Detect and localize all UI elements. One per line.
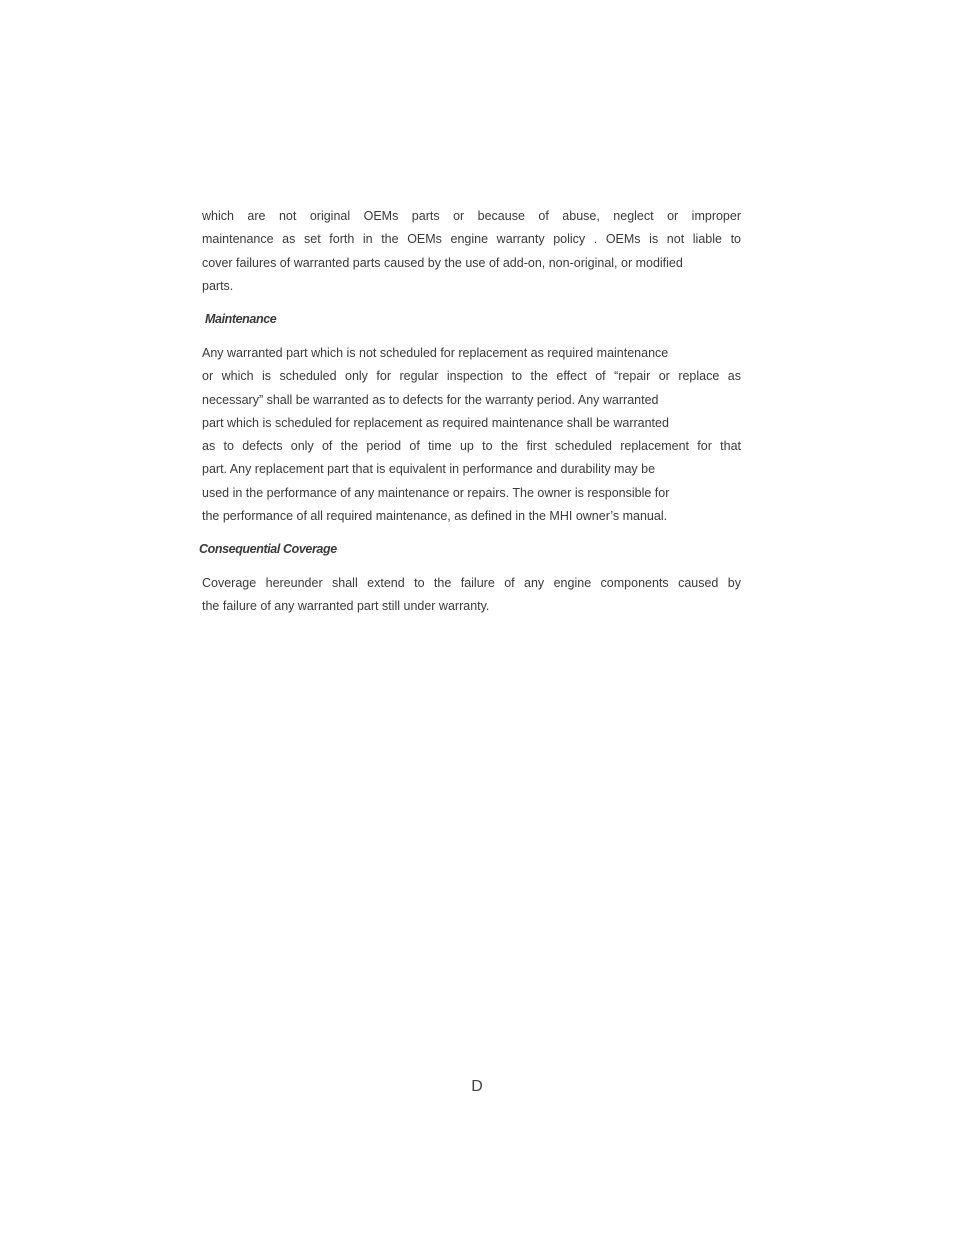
- paragraph-line: parts.: [202, 278, 234, 293]
- consequential-paragraph: [202, 572, 741, 619]
- maintenance-heading: Maintenance: [205, 312, 277, 326]
- paragraph-line: the performance of all required maintenance, as defined in the MHI owner’s manual.: [202, 509, 668, 524]
- paragraph-line: necessary” shall be warranted as to defects for the warranty period. Any warranted: [202, 392, 659, 407]
- paragraph-line: used in the performance of any maintenance or repairs. The owner is responsible for: [202, 485, 670, 500]
- paragraph-line: the failure of any warranted part still under warranty.: [202, 599, 490, 614]
- paragraph-line: or which is scheduled only for regular inspection to the effect of “repair or replace as: [202, 369, 741, 384]
- consequential-coverage-heading: Consequential Coverage: [199, 542, 337, 556]
- paragraph-line: Any warranted part which is not scheduled for replacement as required maintenance: [202, 346, 669, 360]
- paragraph-line: part which is scheduled for replacement as required maintenance shall be warranted: [202, 415, 669, 430]
- paragraph-line: as to defects only of the period of time up to the first scheduled replacement for that: [202, 439, 741, 454]
- paragraph-line: which are not original OEMs parts or because of abuse, neglect or improper: [202, 209, 741, 223]
- paragraph-line: Coverage hereunder shall extend to the failure of any engine components caused by: [202, 576, 741, 590]
- paragraph-line: maintenance as set forth in the OEMs engine warranty policy . OEMs is not liable to: [202, 232, 741, 247]
- paragraph-line: cover failures of warranted parts caused by the use of add-on, non-original, or modified: [202, 255, 683, 270]
- maintenance-paragraph: [202, 342, 741, 528]
- paragraph-line: part. Any replacement part that is equivalent in performance and durability may be: [202, 462, 656, 477]
- intro-paragraph: [202, 205, 741, 298]
- page-marker: D: [471, 1078, 483, 1095]
